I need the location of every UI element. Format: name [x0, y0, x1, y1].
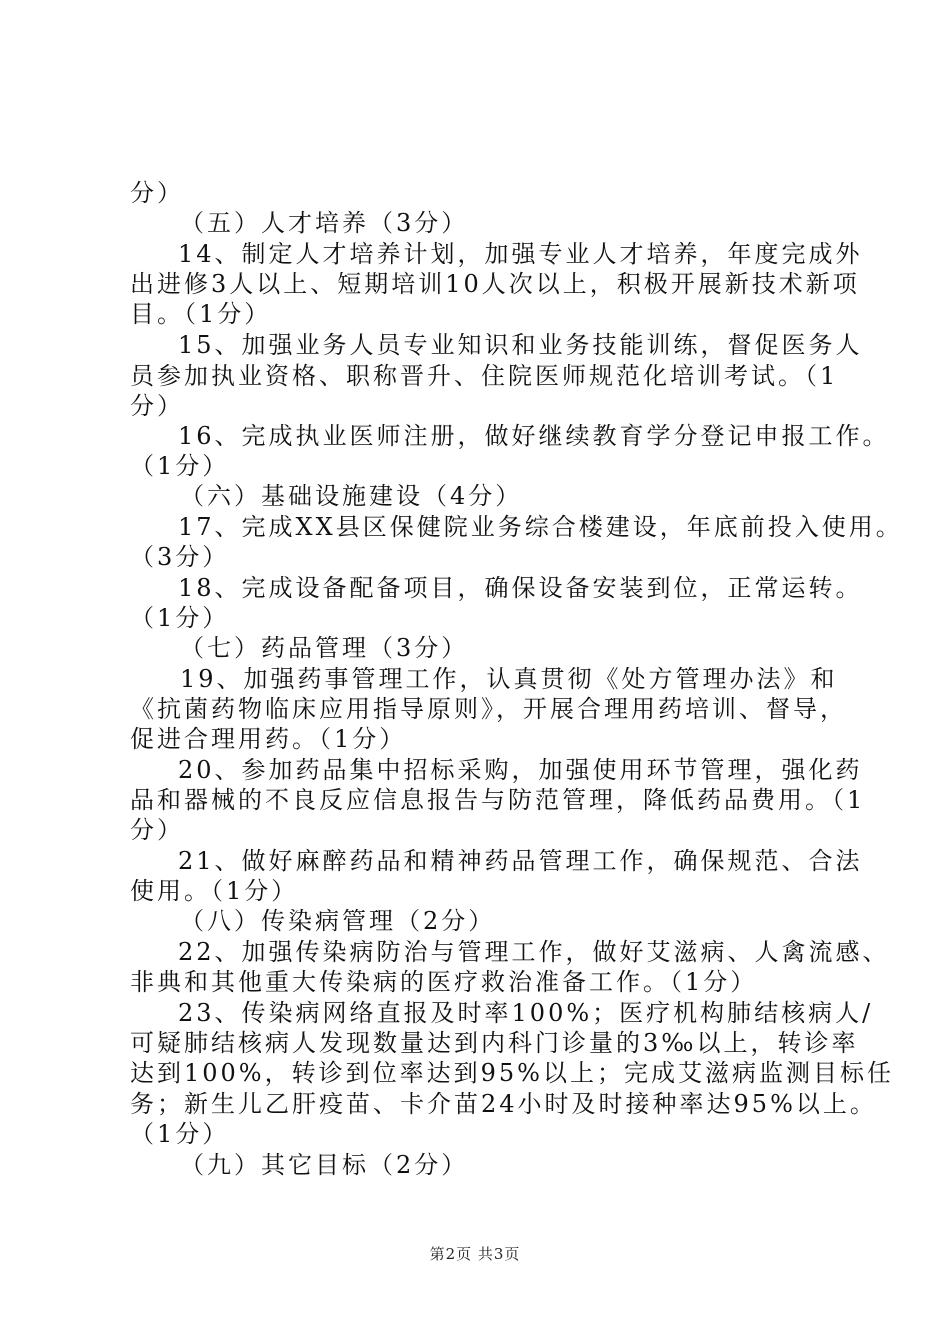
section-heading: （九）其它目标（2分）	[180, 1151, 469, 1179]
text-line: 达到100%，转诊到位率达到95%以上；完成艾滋病监测目标任	[130, 1059, 894, 1087]
text-line: （1分）	[130, 1120, 230, 1148]
text-line: 19、加强药事管理工作，认真贯彻《处方管理办法》和	[180, 665, 838, 693]
text-line: 18、完成设备配备项目，确保设备安装到位，正常运转。	[178, 574, 863, 602]
text-line: 使用。（1分）	[130, 877, 299, 905]
text-line: 可疑肺结核病人发现数量达到内科门诊量的3‰以上，转诊率	[130, 1029, 859, 1057]
text-line: 15、加强业务人员专业知识和业务技能训练，督促医务人	[178, 331, 863, 359]
text-line: （1分）	[130, 452, 230, 480]
page-footer: 第2页 共3页	[429, 1245, 521, 1263]
text-line: 22、加强传染病防治与管理工作，做好艾滋病、人禽流感、	[178, 938, 890, 966]
text-line: 20、参加药品集中招标采购，加强使用环节管理，强化药	[178, 756, 863, 784]
text-line: 品和器械的不良反应信息报告与防范管理，降低药品费用。（1	[130, 786, 866, 814]
section-heading: （七）药品管理（3分）	[180, 634, 469, 662]
text-line: 目。（1分）	[130, 300, 272, 328]
text-line: 14、制定人才培养计划，加强专业人才培养，年度完成外	[178, 240, 863, 268]
text-line: 非典和其他重大传染病的医疗救治准备工作。（1分）	[130, 968, 758, 996]
text-line: 分）	[130, 179, 184, 207]
text-line: 21、做好麻醉药品和精神药品管理工作，确保规范、合法	[178, 847, 863, 875]
text-line: 分）	[130, 816, 184, 844]
text-line: （3分）	[130, 543, 230, 571]
text-line: 16、完成执业医师注册，做好继续教育学分登记申报工作。	[178, 422, 890, 450]
text-line: 促进合理用药。（1分）	[130, 725, 407, 753]
section-heading: （八）传染病管理（2分）	[180, 907, 496, 935]
text-line: 17、完成XX县区保健院业务综合楼建设，年底前投入使用。	[178, 513, 903, 541]
text-line: 23、传染病网络直报及时率100%；医疗机构肺结核病人/	[178, 999, 874, 1027]
section-heading: （六）基础设施建设（4分）	[180, 482, 523, 510]
section-heading: （五）人才培养（3分）	[180, 209, 469, 237]
text-line: 出进修3人以上、短期培训10人次以上，积极开展新技术新项	[130, 270, 860, 298]
text-line: 《抗菌药物临床应用指导原则》，开展合理用药培训、督导，	[130, 695, 847, 723]
text-line: 分）	[130, 392, 184, 420]
text-line: （1分）	[130, 604, 230, 632]
text-line: 员参加执业资格、职称晋升、住院医师规范化培训考试。（1	[130, 362, 839, 390]
text-line: 务；新生儿乙肝疫苗、卡介苗24小时及时接种率达95%以上。	[130, 1090, 877, 1118]
